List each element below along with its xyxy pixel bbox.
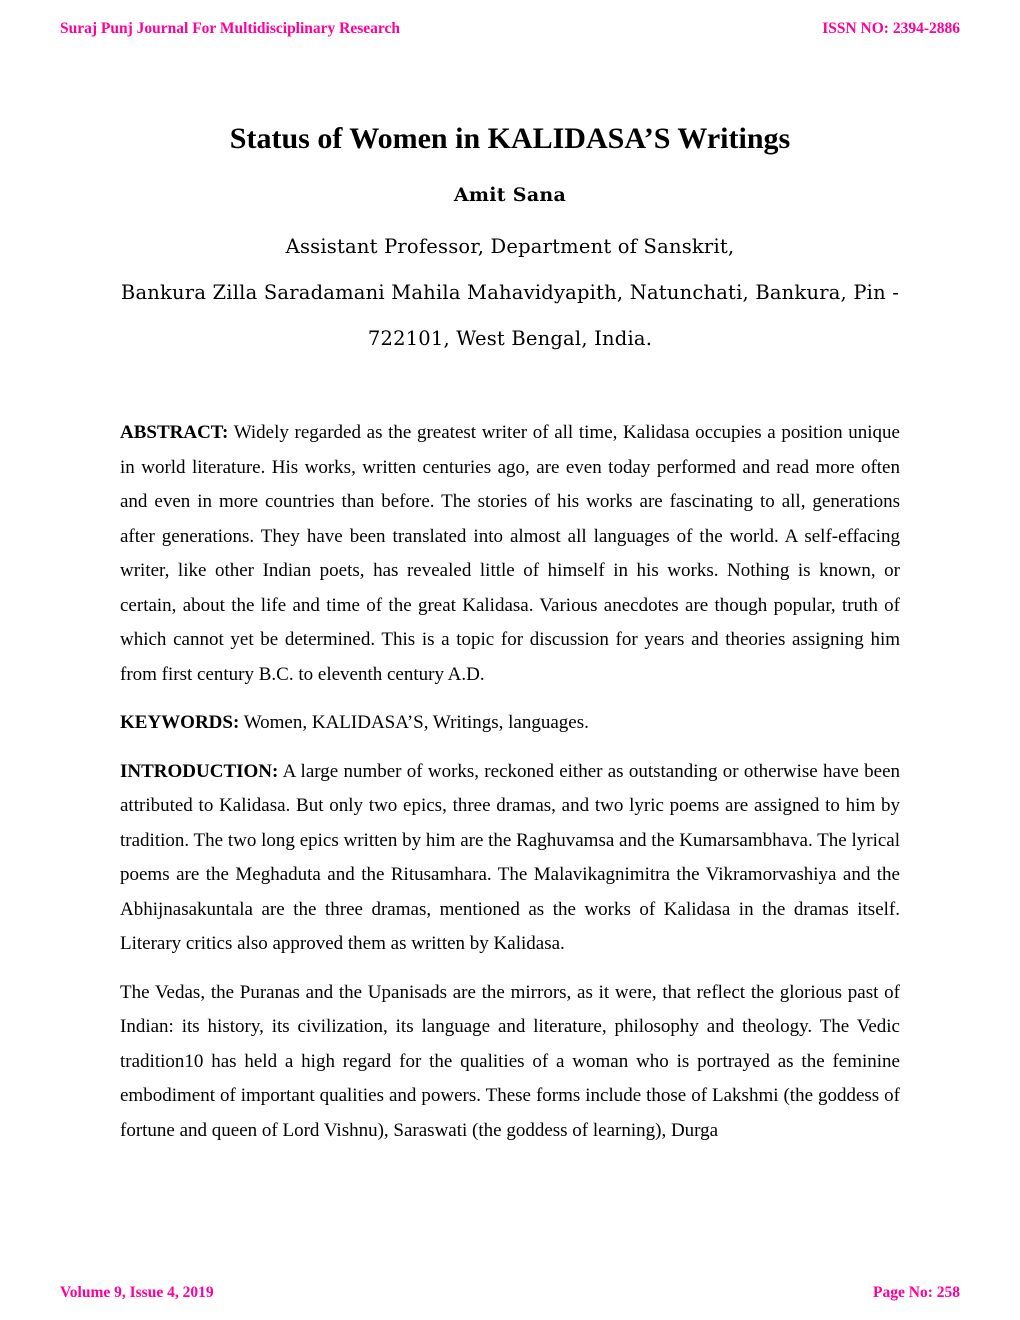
abstract-text: Widely regarded as the greatest writer of all time, Kalidasa occupies a position unique in world literature. His works, written centuries ago, are even today performed and read more often and even in more countries than before. The stories of his works are fascinating to all, generations after generations. They have been translated into almost all languages of the world. A self-effacing writer, like other Indian poets, has revealed little of himself in his works. Nothing is known, or certain, about the life and time of the great Kalidasa. Various anecdotes are though popular, truth of which cannot yet be determined. This is a topic for discussion for years and theories assigning him from first century B.C. to eleventh century A.D. — [120, 422, 900, 685]
abstract-paragraph — [120, 416, 900, 692]
volume-issue: Volume 9, Issue 4, 2019 — [60, 1284, 214, 1301]
keywords-paragraph — [120, 706, 900, 741]
paper-author: Amit Sana — [453, 184, 567, 206]
body-paragraph — [120, 976, 900, 1149]
introduction-label: INTRODUCTION: — [120, 760, 279, 782]
introduction-text: A large number of works, reckoned either as outstanding or otherwise have been attributed to Kalidasa. But only two epics, three dramas, and two lyric poems are assigned to him by tradition. The two long epics written by him are the Raghuvamsa and the Kumarsambhava. The lyrical poems are the Meghaduta and the Ritusamhara. The Malavikagnimitra the Vikramorvashiya and the Abhijnasakuntala are the three dramas, mentioned as the works of Kalidasa in the dramas itself. Literary critics also approved them as written by Kalidasa. — [120, 760, 901, 954]
title-block — [0, 122, 1020, 362]
affiliation-line: Bankura Zilla Saradamani Mahila Mahavidyapith, Natunchati, Bankura, Pin - — [120, 281, 900, 304]
paper-title: Status of Women in KALIDASA’S Writings — [229, 122, 791, 155]
author-affiliation — [0, 224, 1020, 362]
journal-name: Suraj Punj Journal For Multidisciplinary Research — [60, 20, 401, 37]
page-header — [0, 0, 1020, 38]
affiliation-line: Assistant Professor, Department of Sanskrit, — [285, 235, 735, 258]
issn-number: ISSN NO: 2394-2886 — [822, 20, 960, 37]
body-paragraph-text: The Vedas, the Puranas and the Upanisads are the mirrors, as it were, that reflect the glorious past of Indian: its history, its civilization, its language and literature, philosophy and theology. The Vedic tradition10 has held a high regard for the qualities of a woman who is portrayed as the feminine embodiment of important qualities and powers. These forms include those of Lakshmi (the goddess of fortune and queen of Lord Vishnu), Saraswati (the goddess of learning), Durga — [120, 981, 900, 1141]
paper-body — [120, 416, 900, 1148]
page-footer — [60, 1284, 960, 1302]
introduction-paragraph — [120, 755, 900, 962]
abstract-label: ABSTRACT: — [120, 422, 229, 443]
page-number: Page No: 258 — [873, 1284, 960, 1301]
keywords-label: KEYWORDS: — [120, 712, 240, 733]
keywords-text: Women, KALIDASA’S, Writings, languages. — [243, 712, 589, 733]
affiliation-line: 722101, West Bengal, India. — [367, 327, 653, 350]
